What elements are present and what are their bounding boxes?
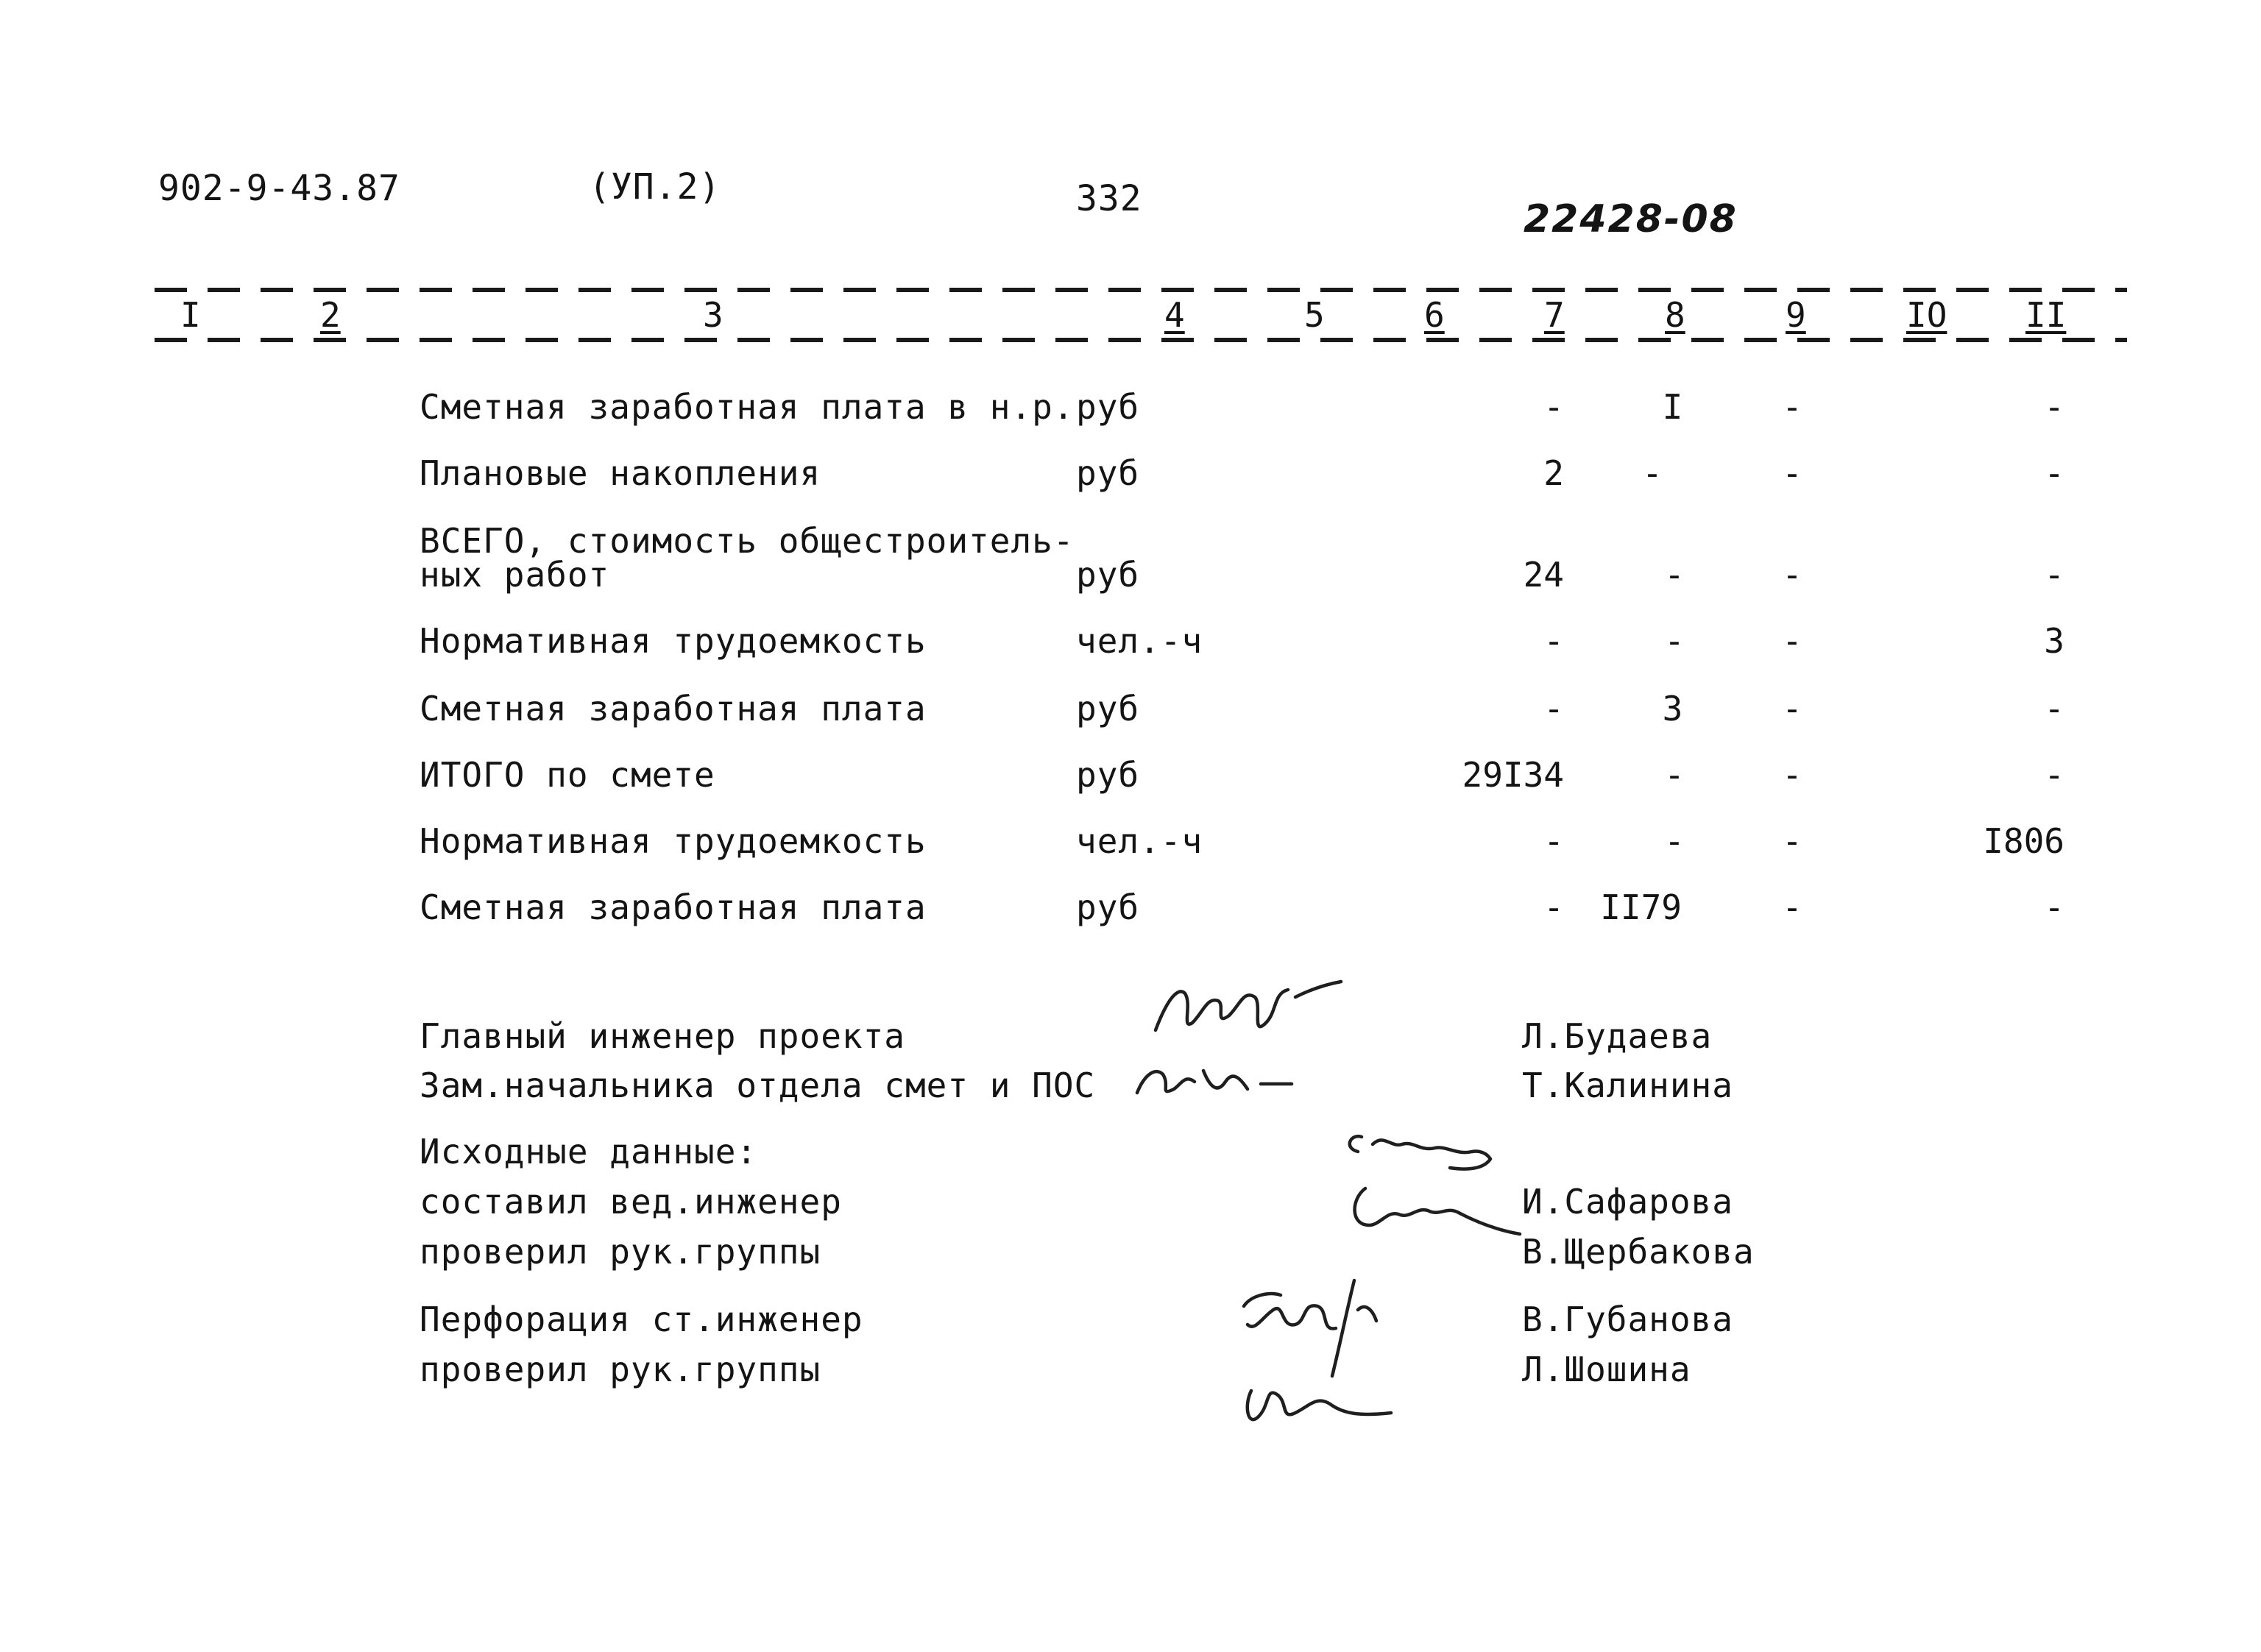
col7-value: - <box>1543 387 1564 427</box>
column-number: 6 <box>1424 295 1445 335</box>
row-label: Сметная заработная плата <box>420 689 927 728</box>
col7-value: 2 <box>1543 453 1564 493</box>
page-number: 332 <box>1076 178 1142 219</box>
row-label: Плановые накопления <box>420 453 821 493</box>
col9-value: - <box>1782 621 1802 661</box>
row-unit: руб <box>1076 755 1140 795</box>
column-number: 2 <box>320 295 341 335</box>
column-number: 5 <box>1304 295 1325 335</box>
signer-name: Л.Шошина <box>1522 1350 1691 1389</box>
col7-value: 24 <box>1523 555 1564 595</box>
column-number: 8 <box>1665 295 1685 335</box>
header-rule-bottom <box>155 338 2127 342</box>
col11-value: I806 <box>1983 821 2064 861</box>
col11-value: - <box>2044 555 2064 595</box>
signer-role: проверил рук.группы <box>420 1232 821 1272</box>
column-number: 3 <box>703 295 723 335</box>
col8-value: - <box>1664 555 1685 595</box>
col11-value: - <box>2044 689 2064 728</box>
col8-value: II79 <box>1600 887 1682 927</box>
col9-value: - <box>1782 387 1802 427</box>
col7-value: - <box>1543 887 1564 927</box>
col11-value: - <box>2044 387 2064 427</box>
handwritten-signature-icon <box>1148 971 1354 1052</box>
col9-value: - <box>1782 453 1802 493</box>
handwritten-signature-icon <box>1229 1266 1420 1428</box>
column-number: IO <box>1906 295 1947 335</box>
signer-role: проверил рук.группы <box>420 1350 821 1389</box>
col7-value: - <box>1543 821 1564 861</box>
column-number: II <box>2025 295 2067 335</box>
signer-role: составил вед.инженер <box>420 1182 842 1222</box>
col11-value: 3 <box>2044 621 2064 661</box>
column-number: I <box>180 295 201 335</box>
col9-value: - <box>1782 887 1802 927</box>
signer-name: В.Щербакова <box>1522 1232 1755 1272</box>
row-label: Сметная заработная плата в н.р. <box>420 387 1075 427</box>
col9-value: - <box>1782 689 1802 728</box>
header-rule-top <box>155 288 2127 292</box>
signer-name: И.Сафарова <box>1522 1182 1733 1222</box>
row-label: Сметная заработная плата <box>420 887 927 927</box>
col8-value: - <box>1664 755 1685 795</box>
col7-value: 29I34 <box>1462 755 1564 795</box>
col11-value: - <box>2044 887 2064 927</box>
row-label: Нормативная трудоемкость <box>420 821 927 861</box>
row-unit: чел.-ч <box>1076 821 1203 861</box>
col11-value: - <box>2044 755 2064 795</box>
signer-name: Т.Калинина <box>1522 1066 1733 1105</box>
signer-name: Л.Будаева <box>1522 1016 1713 1056</box>
col7-value: - <box>1543 689 1564 728</box>
col8-value: I <box>1662 387 1683 427</box>
row-unit: чел.-ч <box>1076 621 1203 661</box>
handwritten-archive-number: 22428-08 <box>1524 197 1738 241</box>
col11-value: - <box>2044 453 2064 493</box>
col8-value: - <box>1642 453 1663 493</box>
row-unit: руб <box>1076 689 1140 728</box>
column-number: 4 <box>1164 295 1185 335</box>
col8-value: - <box>1664 621 1685 661</box>
row-label: ИТОГО по смете <box>420 755 715 795</box>
row-label-line2: ных работ <box>420 555 610 595</box>
section-label: Исходные данные: <box>420 1132 758 1171</box>
column-number: 7 <box>1544 295 1565 335</box>
row-unit: руб <box>1076 887 1140 927</box>
row-label-line1: ВСЕГО, стоимость общестроитель- <box>420 521 1075 561</box>
col9-value: - <box>1782 555 1802 595</box>
handwritten-signature-icon <box>1336 1174 1557 1255</box>
col9-value: - <box>1782 755 1802 795</box>
signer-name: В.Губанова <box>1522 1300 1733 1339</box>
col8-value: - <box>1664 821 1685 861</box>
col8-value: 3 <box>1662 689 1683 728</box>
row-label: Нормативная трудоемкость <box>420 621 927 661</box>
column-number: 9 <box>1786 295 1806 335</box>
signer-role: Перфорация ст.инженер <box>420 1300 863 1339</box>
row-unit: руб <box>1076 387 1140 427</box>
handwritten-signature-icon <box>1130 1049 1321 1107</box>
row-unit: руб <box>1076 453 1140 493</box>
document-code: 902-9-43.87 <box>158 168 400 209</box>
col7-value: - <box>1543 621 1564 661</box>
row-unit: руб <box>1076 555 1140 595</box>
col9-value: - <box>1782 821 1802 861</box>
section-code: (УП.2) <box>589 166 721 208</box>
signer-role: Зам.начальника отдела смет и ПОС <box>420 1066 1096 1105</box>
signer-role: Главный инженер проекта <box>420 1016 905 1056</box>
